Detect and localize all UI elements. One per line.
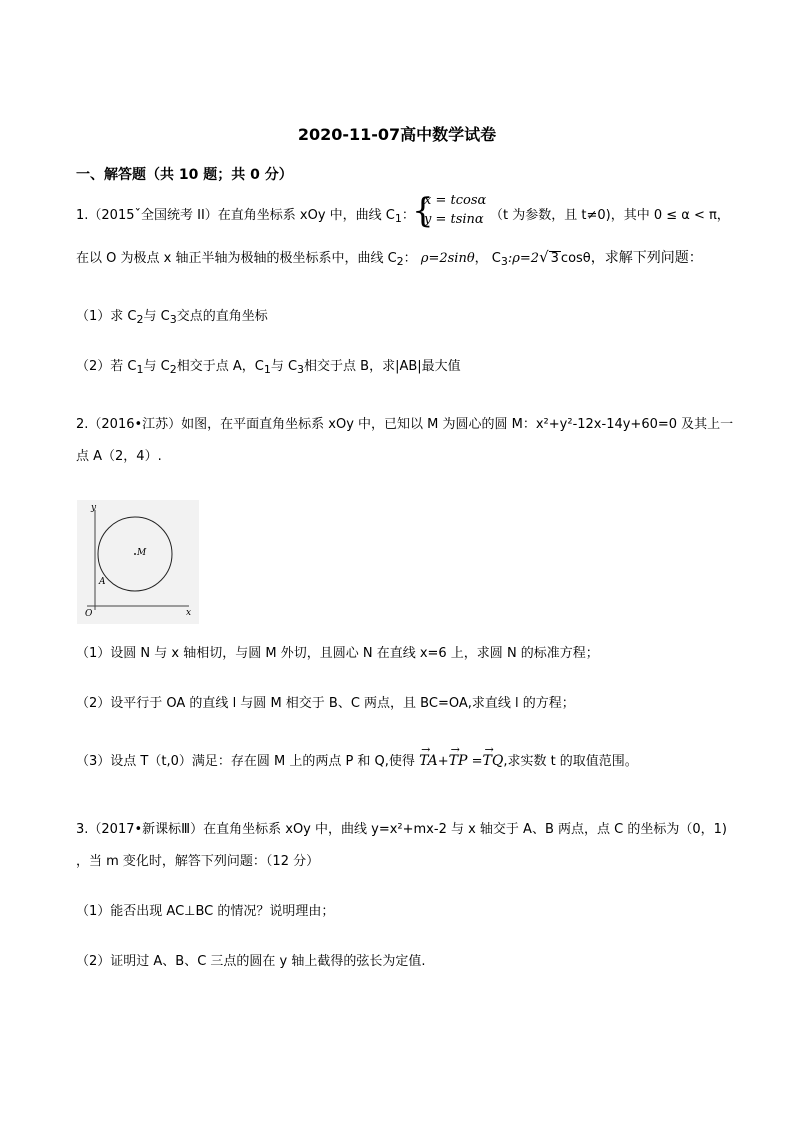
section-heading: 一、解答题（共 10 题；共 0 分） <box>76 167 293 183</box>
vector-ta: → TA <box>419 753 438 769</box>
q1-sub2: 2 <box>396 255 404 268</box>
q1-tail: ，求解下列问题： <box>590 250 703 266</box>
vector-tq: → TQ <box>482 753 503 769</box>
center-label: M <box>137 548 147 558</box>
q1-rho1: ρ=2sinθ <box>420 251 475 266</box>
q1-sqrt3: 3 <box>550 251 559 266</box>
q1-eq-top: x = tcosα <box>424 193 487 208</box>
q1-brace: { <box>412 191 434 231</box>
q1-rho2a: :ρ=2 <box>507 251 540 266</box>
origin-label: O <box>85 609 93 619</box>
q2-part3: （3）设点 T（t,0）满足：存在圆 M 上的两点 P 和 Q,使得 → TA+→ TP =→ TQ,求实数 t 的取值范围。 <box>76 750 638 769</box>
q1-line2: 在以 O 为极点 x 轴正半轴为极轴的极坐标系中，曲线 $C_2$： ρ=2sinθ， $C_3:\rho=2√$ 3 cosθ，求解下列问题： <box>76 248 703 268</box>
q2-part1: （1）设圆 N 与 x 轴相切，与圆 M 外切，且圆心 N 在直线 x=6 上，求圆 N 的标准方程； <box>76 646 599 661</box>
circle-diagram <box>77 500 199 624</box>
q1-sub3: 3 <box>500 255 508 268</box>
q1-rho2b: cosθ <box>560 251 591 266</box>
q1-sub1: 1 <box>394 212 402 225</box>
q2-line2: 点 A（2，4）. <box>76 449 162 464</box>
q1-param: （t 为参数，且 t≠0)，其中 0 ≤ α < π， <box>490 208 730 223</box>
x-label: x <box>186 608 192 618</box>
q1-colon: ： <box>401 208 415 223</box>
q2-line1: 2.（2016•江苏）如图，在平面直角坐标系 xOy 中，已知以 M 为圆心的圆 M：x²+y²-12x-14y+60=0 及其上一 <box>76 417 734 432</box>
q3-part2: （2）证明过 A、B、C 三点的圆在 y 轴上截得的弦长为定值. <box>76 954 426 969</box>
q1-line1 <box>76 204 415 223</box>
q1-part1: （1）求 $C_2$与 $C_3$交点的直角坐标 <box>76 309 268 326</box>
q1-line2a: 在以 O 为极点 x 轴正半轴为极轴的极坐标系中，曲线 C <box>76 251 397 266</box>
q1-part2: （2）若 $C_1$与 $C_2$相交于点 A，$C_1$与 $C_3$相交于点 B，求|AB|最大值 <box>76 359 461 376</box>
vector-tp: → TP <box>449 753 468 769</box>
page-title: 2020-11-07高中数学试卷 <box>297 125 497 144</box>
center-m-dot <box>134 553 136 555</box>
y-label: y <box>91 503 97 513</box>
q3-part1: （1）能否出现 AC⊥BC 的情况？说明理由； <box>76 904 335 919</box>
q1-eq-bottom: y = tsinα <box>424 212 484 227</box>
q2-figure <box>77 500 199 624</box>
q1-intro: 1.（2015ˇ全国统考 II）在直角坐标系 xOy 中，曲线 C <box>76 208 395 223</box>
q3-line2: ，当 m 变化时，解答下列问题：（12 分） <box>76 854 320 869</box>
q1-sep: ， C <box>474 251 501 266</box>
q2-part2: （2）设平行于 OA 的直线 l 与圆 M 相交于 B、C 两点，且 BC=OA,求直线 l 的方程； <box>76 696 575 711</box>
q3-line1: 3.（2017•新课标Ⅲ）在直角坐标系 xOy 中，曲线 y=x²+mx-2 与 x 轴交于 A、B 两点，点 C 的坐标为（0，1) <box>76 822 727 837</box>
point-a-label: A <box>99 577 106 587</box>
q1-line2b: ： <box>403 251 417 266</box>
